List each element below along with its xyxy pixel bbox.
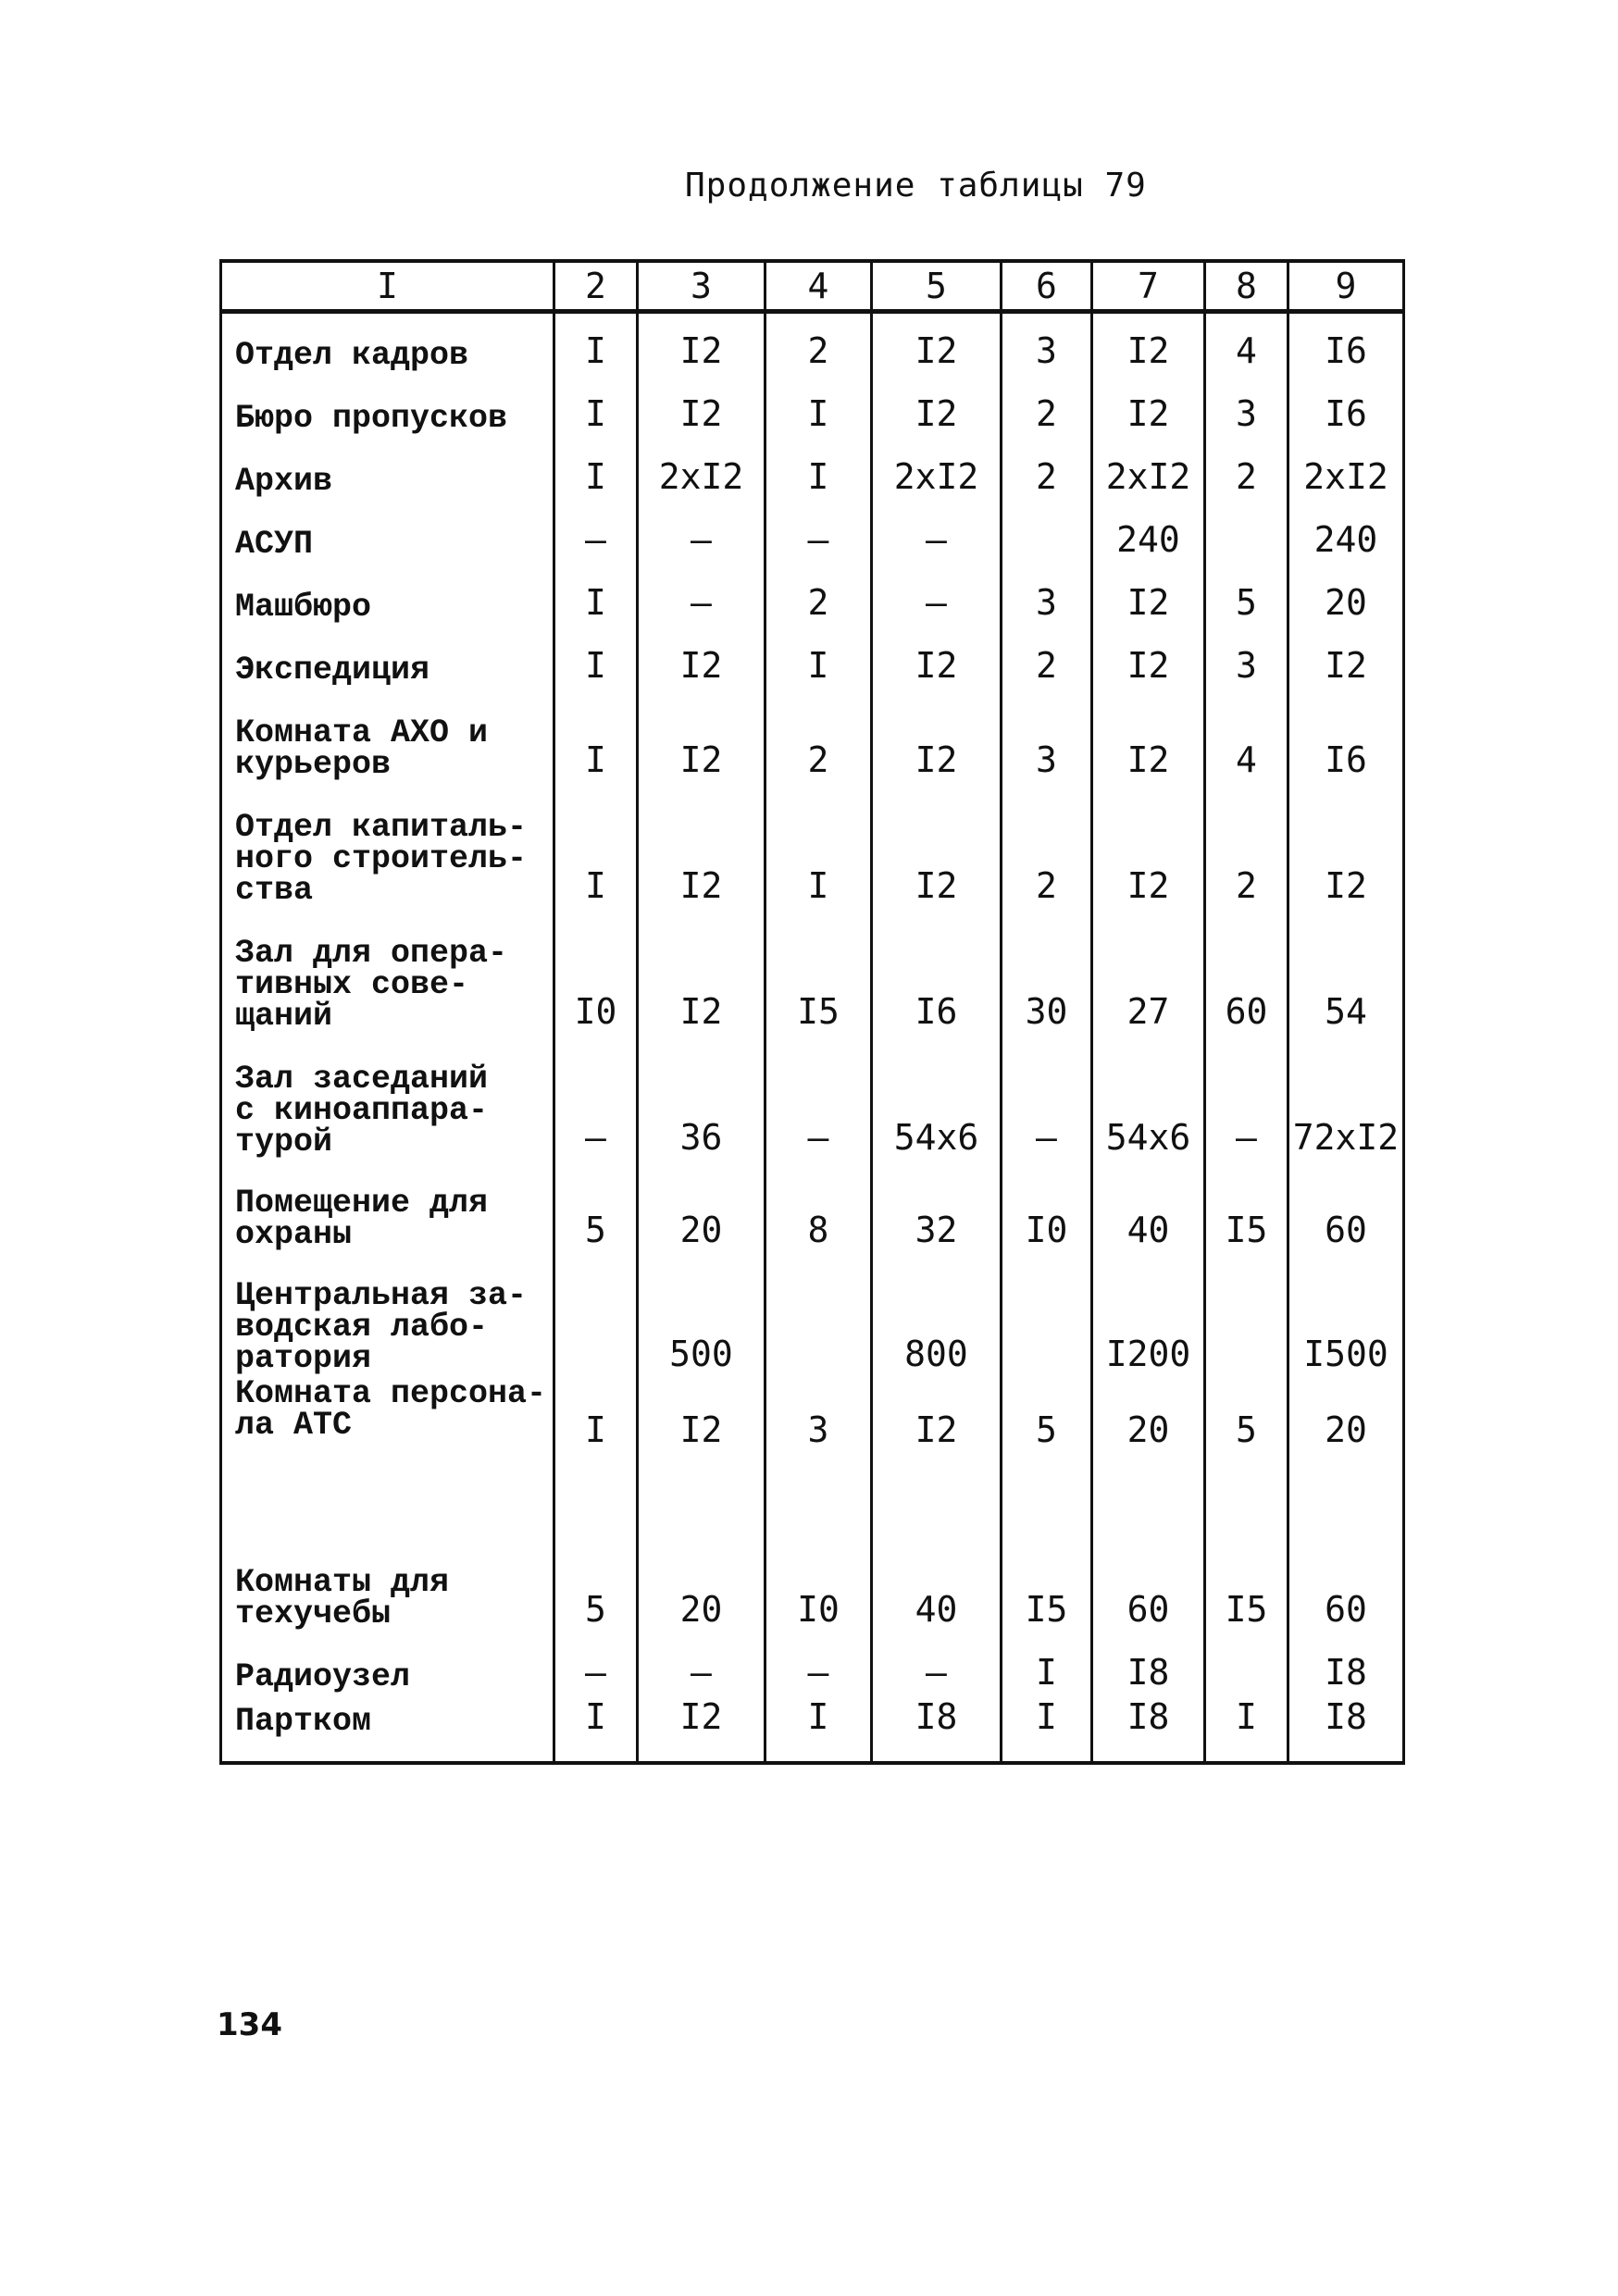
table-cell: –: [872, 564, 1002, 627]
table-cell: I2: [638, 910, 765, 1036]
table-cell: –: [872, 501, 1002, 564]
table-row: [221, 1254, 1404, 1378]
table-cell: I2: [1288, 784, 1404, 910]
table-cell: I: [1002, 1696, 1092, 1763]
table-cell: 40: [872, 1567, 1002, 1633]
row-label: Партком: [221, 1696, 554, 1763]
row-label: Помещение для охраны: [221, 1161, 554, 1254]
table-cell: –: [765, 1633, 872, 1696]
table-row: [221, 312, 1404, 375]
table-cell: 20: [1288, 564, 1404, 627]
table-cell: 20: [1288, 1378, 1404, 1567]
column-header: 3: [638, 261, 765, 312]
table-cell: I: [765, 438, 872, 501]
table-cell: 2: [765, 689, 872, 784]
table-cell: I6: [1288, 689, 1404, 784]
table-cell: 3: [1205, 627, 1288, 689]
column-header: 2: [554, 261, 638, 312]
table-cell: 60: [1092, 1567, 1205, 1633]
row-label: Зал для опера- тивных сове- щаний: [221, 910, 554, 1036]
row-label: Центральная за- водская лабо- ратория: [221, 1254, 554, 1378]
table-row: [221, 1161, 1404, 1254]
table-cell: [554, 1254, 638, 1378]
table-cell: 2: [765, 312, 872, 375]
table-cell: I: [765, 375, 872, 438]
table-cell: I: [554, 689, 638, 784]
table-row: [221, 1036, 1404, 1161]
column-header: 9: [1288, 261, 1404, 312]
table-row: [221, 627, 1404, 689]
table-cell: I2: [638, 627, 765, 689]
table-cell: I6: [1288, 312, 1404, 375]
table-cell: 5: [1205, 1378, 1288, 1567]
table-cell: I6: [1288, 375, 1404, 438]
table-cell: 5: [554, 1567, 638, 1633]
row-label: Бюро пропусков: [221, 375, 554, 438]
data-table: [219, 259, 1405, 1765]
table-row: [221, 438, 1404, 501]
table-cell: 32: [872, 1161, 1002, 1254]
table-cell: 54x6: [872, 1036, 1002, 1161]
table-cell: –: [765, 1036, 872, 1161]
table-cell: 54: [1288, 910, 1404, 1036]
column-header: 8: [1205, 261, 1288, 312]
table-cell: I: [554, 438, 638, 501]
table-cell: I5: [1205, 1161, 1288, 1254]
table-cell: I2: [872, 689, 1002, 784]
row-label: Комната персона- ла АТС: [221, 1378, 554, 1567]
table-cell: I8: [1092, 1696, 1205, 1763]
page-number: 134: [217, 2006, 282, 2043]
table-cell: I200: [1092, 1254, 1205, 1378]
table-cell: 2: [1002, 784, 1092, 910]
table-cell: I2: [872, 627, 1002, 689]
table-cell: I: [765, 627, 872, 689]
table-cell: I2: [1288, 627, 1404, 689]
table-cell: 4: [1205, 689, 1288, 784]
table-cell: 60: [1288, 1161, 1404, 1254]
table-cell: I2: [1092, 375, 1205, 438]
table-row: [221, 564, 1404, 627]
table-cell: 5: [554, 1161, 638, 1254]
table-cell: I8: [1288, 1633, 1404, 1696]
column-header: 4: [765, 261, 872, 312]
table-cell: –: [1002, 1036, 1092, 1161]
table-cell: I2: [638, 312, 765, 375]
table-cell: I: [554, 784, 638, 910]
table-cell: 2: [765, 564, 872, 627]
table-cell: I: [554, 564, 638, 627]
row-label: АСУП: [221, 501, 554, 564]
table-cell: 20: [638, 1161, 765, 1254]
table-cell: I: [1205, 1696, 1288, 1763]
column-header: 6: [1002, 261, 1092, 312]
table-cell: 2: [1002, 627, 1092, 689]
table-cell: –: [554, 501, 638, 564]
table-cell: 240: [1092, 501, 1205, 564]
table-cell: I2: [638, 1696, 765, 1763]
row-label: Радиоузел: [221, 1633, 554, 1696]
table-cell: I5: [1002, 1567, 1092, 1633]
table-cell: [1205, 1254, 1288, 1378]
table-cell: 3: [1002, 564, 1092, 627]
table-cell: –: [638, 501, 765, 564]
table-cell: I: [765, 784, 872, 910]
table-cell: I2: [1092, 312, 1205, 375]
table-cell: I2: [638, 1378, 765, 1567]
table-cell: I2: [872, 1378, 1002, 1567]
table-row: [221, 1633, 1404, 1696]
table-cell: –: [554, 1036, 638, 1161]
table-cell: [765, 1254, 872, 1378]
table-cell: I2: [1092, 689, 1205, 784]
table-cell: 2: [1002, 375, 1092, 438]
table-cell: I2: [872, 784, 1002, 910]
table-row: [221, 1567, 1404, 1633]
table-cell: [1205, 1633, 1288, 1696]
table-cell: 54x6: [1092, 1036, 1205, 1161]
table-cell: –: [765, 501, 872, 564]
table-cell: 3: [765, 1378, 872, 1567]
table-cell: I6: [872, 910, 1002, 1036]
table-cell: 20: [638, 1567, 765, 1633]
table-cell: 36: [638, 1036, 765, 1161]
table-cell: 800: [872, 1254, 1002, 1378]
table-cell: I2: [1092, 564, 1205, 627]
table-cell: 3: [1002, 312, 1092, 375]
table-cell: 2xI2: [1288, 438, 1404, 501]
header-row: [221, 261, 1404, 312]
table-cell: 5: [1002, 1378, 1092, 1567]
table-cell: 72xI2: [1288, 1036, 1404, 1161]
table-cell: 40: [1092, 1161, 1205, 1254]
column-header: I: [221, 261, 554, 312]
row-label: Архив: [221, 438, 554, 501]
table-cell: 3: [1205, 375, 1288, 438]
table-row: [221, 784, 1404, 910]
row-label: Комнаты для техучебы: [221, 1567, 554, 1633]
table-row: [221, 1696, 1404, 1763]
row-label: Отдел кадров: [221, 312, 554, 375]
table-cell: I: [554, 375, 638, 438]
table-cell: 2xI2: [872, 438, 1002, 501]
table-cell: I: [1002, 1633, 1092, 1696]
table-cell: –: [872, 1633, 1002, 1696]
table-cell: I: [554, 627, 638, 689]
table-cell: I2: [872, 312, 1002, 375]
table-cell: I: [554, 312, 638, 375]
table-cell: I5: [1205, 1567, 1288, 1633]
table-cell: I0: [554, 910, 638, 1036]
table-cell: [1002, 501, 1092, 564]
table-cell: 30: [1002, 910, 1092, 1036]
table-cell: 5: [1205, 564, 1288, 627]
table-cell: –: [1205, 1036, 1288, 1161]
table-cell: –: [554, 1633, 638, 1696]
table-cell: I5: [765, 910, 872, 1036]
table-row: [221, 375, 1404, 438]
table-cell: I: [554, 1696, 638, 1763]
table-cell: 2xI2: [1092, 438, 1205, 501]
table-cell: 2xI2: [638, 438, 765, 501]
table-row: [221, 501, 1404, 564]
table-cell: I2: [1092, 627, 1205, 689]
table-cell: I0: [765, 1567, 872, 1633]
table-cell: I2: [1092, 784, 1205, 910]
table-cell: –: [638, 1633, 765, 1696]
row-label: Зал заседаний с киноаппара- турой: [221, 1036, 554, 1161]
table-cell: [1002, 1254, 1092, 1378]
row-label: Отдел капиталь- ного строитель- ства: [221, 784, 554, 910]
table-cell: 4: [1205, 312, 1288, 375]
table-cell: I2: [872, 375, 1002, 438]
table-cell: I500: [1288, 1254, 1404, 1378]
table-row: [221, 1378, 1404, 1567]
table-cell: 8: [765, 1161, 872, 1254]
table-cell: I8: [1092, 1633, 1205, 1696]
table-cell: I8: [1288, 1696, 1404, 1763]
table-cell: 240: [1288, 501, 1404, 564]
table-cell: I0: [1002, 1161, 1092, 1254]
table-cell: I2: [638, 375, 765, 438]
table-cell: –: [638, 564, 765, 627]
table-caption: Продолжение таблицы 79: [685, 167, 1147, 205]
row-label: Экспедиция: [221, 627, 554, 689]
table-cell: I8: [872, 1696, 1002, 1763]
table-cell: 60: [1205, 910, 1288, 1036]
column-header: 5: [872, 261, 1002, 312]
table-cell: I: [765, 1696, 872, 1763]
table-cell: 20: [1092, 1378, 1205, 1567]
table-cell: 2: [1002, 438, 1092, 501]
table-row: [221, 910, 1404, 1036]
row-label: Комната АХО и курьеров: [221, 689, 554, 784]
row-label: Машбюро: [221, 564, 554, 627]
table-cell: I2: [638, 689, 765, 784]
table-cell: 2: [1205, 438, 1288, 501]
table-row: [221, 689, 1404, 784]
table-cell: [1205, 501, 1288, 564]
table-cell: I: [554, 1378, 638, 1567]
column-header: 7: [1092, 261, 1205, 312]
table-cell: 2: [1205, 784, 1288, 910]
table-cell: 3: [1002, 689, 1092, 784]
table-cell: 500: [638, 1254, 765, 1378]
table-cell: 60: [1288, 1567, 1404, 1633]
table-cell: 27: [1092, 910, 1205, 1036]
table-cell: I2: [638, 784, 765, 910]
